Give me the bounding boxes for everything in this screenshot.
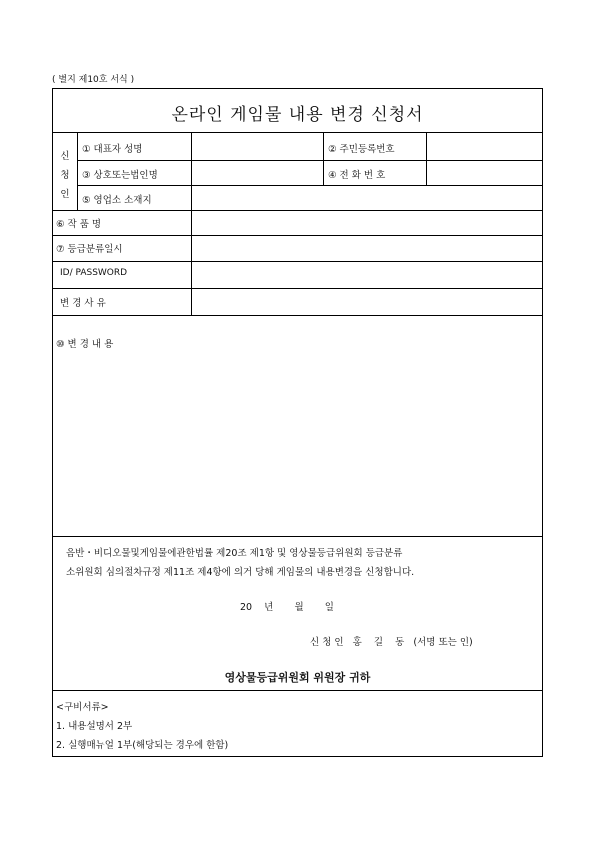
label-resident-number: ② 주민등록번호 [328, 144, 395, 155]
attachment-item: 1. 내용설명서 2부 [56, 721, 133, 732]
label-phone: ④ 전 화 번 호 [328, 170, 386, 181]
divider [53, 261, 542, 262]
label-company: ③ 상호또는법인명 [82, 170, 158, 181]
divider [53, 315, 542, 316]
label-id-password: ID/ PASSWORD [60, 268, 128, 278]
divider [77, 160, 542, 161]
divider [53, 536, 542, 537]
label-address: ⑤ 영업소 소재지 [82, 195, 152, 206]
divider [53, 235, 542, 236]
divider [323, 132, 324, 185]
label-representative: ① 대표자 성명 [82, 144, 143, 155]
attachments-heading: <구비서류> [56, 702, 109, 713]
label-change-reason: 변 경 사 유 [60, 298, 106, 309]
statement-line-2: 소위원회 심의절차규정 제11조 제4항에 의거 당해 게임물의 내용변경을 신청합니다. [66, 567, 415, 578]
signature-line: 신 청 인 홍 길 동 (서명 또는 인) [310, 637, 473, 648]
label-change-content: ⑩ 변 경 내 용 [56, 339, 114, 350]
label-work-name: ⑥ 작 품 명 [56, 219, 102, 230]
divider [53, 132, 542, 133]
form-number: ( 별지 제10호 서식 ) [52, 75, 135, 85]
divider [53, 288, 542, 289]
divider [53, 690, 542, 691]
form-frame [52, 88, 543, 757]
divider [53, 210, 542, 211]
date-line: 20 년 월 일 [240, 602, 334, 613]
applicant-label: 신 청 인 [60, 151, 70, 200]
label-rating-date: ⑦ 등급분류일시 [56, 244, 123, 255]
divider [191, 132, 192, 315]
form-title: 온라인 게임물 내용 변경 신청서 [171, 105, 424, 125]
divider [77, 185, 542, 186]
attachment-item: 2. 실행매뉴얼 1부(해당되는 경우에 한함) [56, 740, 229, 751]
divider [77, 132, 78, 210]
addressee: 영상물등급위원회 위원장 귀하 [224, 671, 371, 684]
divider [426, 132, 427, 185]
statement-line-1: 음반・비디오물및게임물에관한법률 제20조 제1항 및 영상물등급위원회 등급분류 [66, 548, 403, 559]
